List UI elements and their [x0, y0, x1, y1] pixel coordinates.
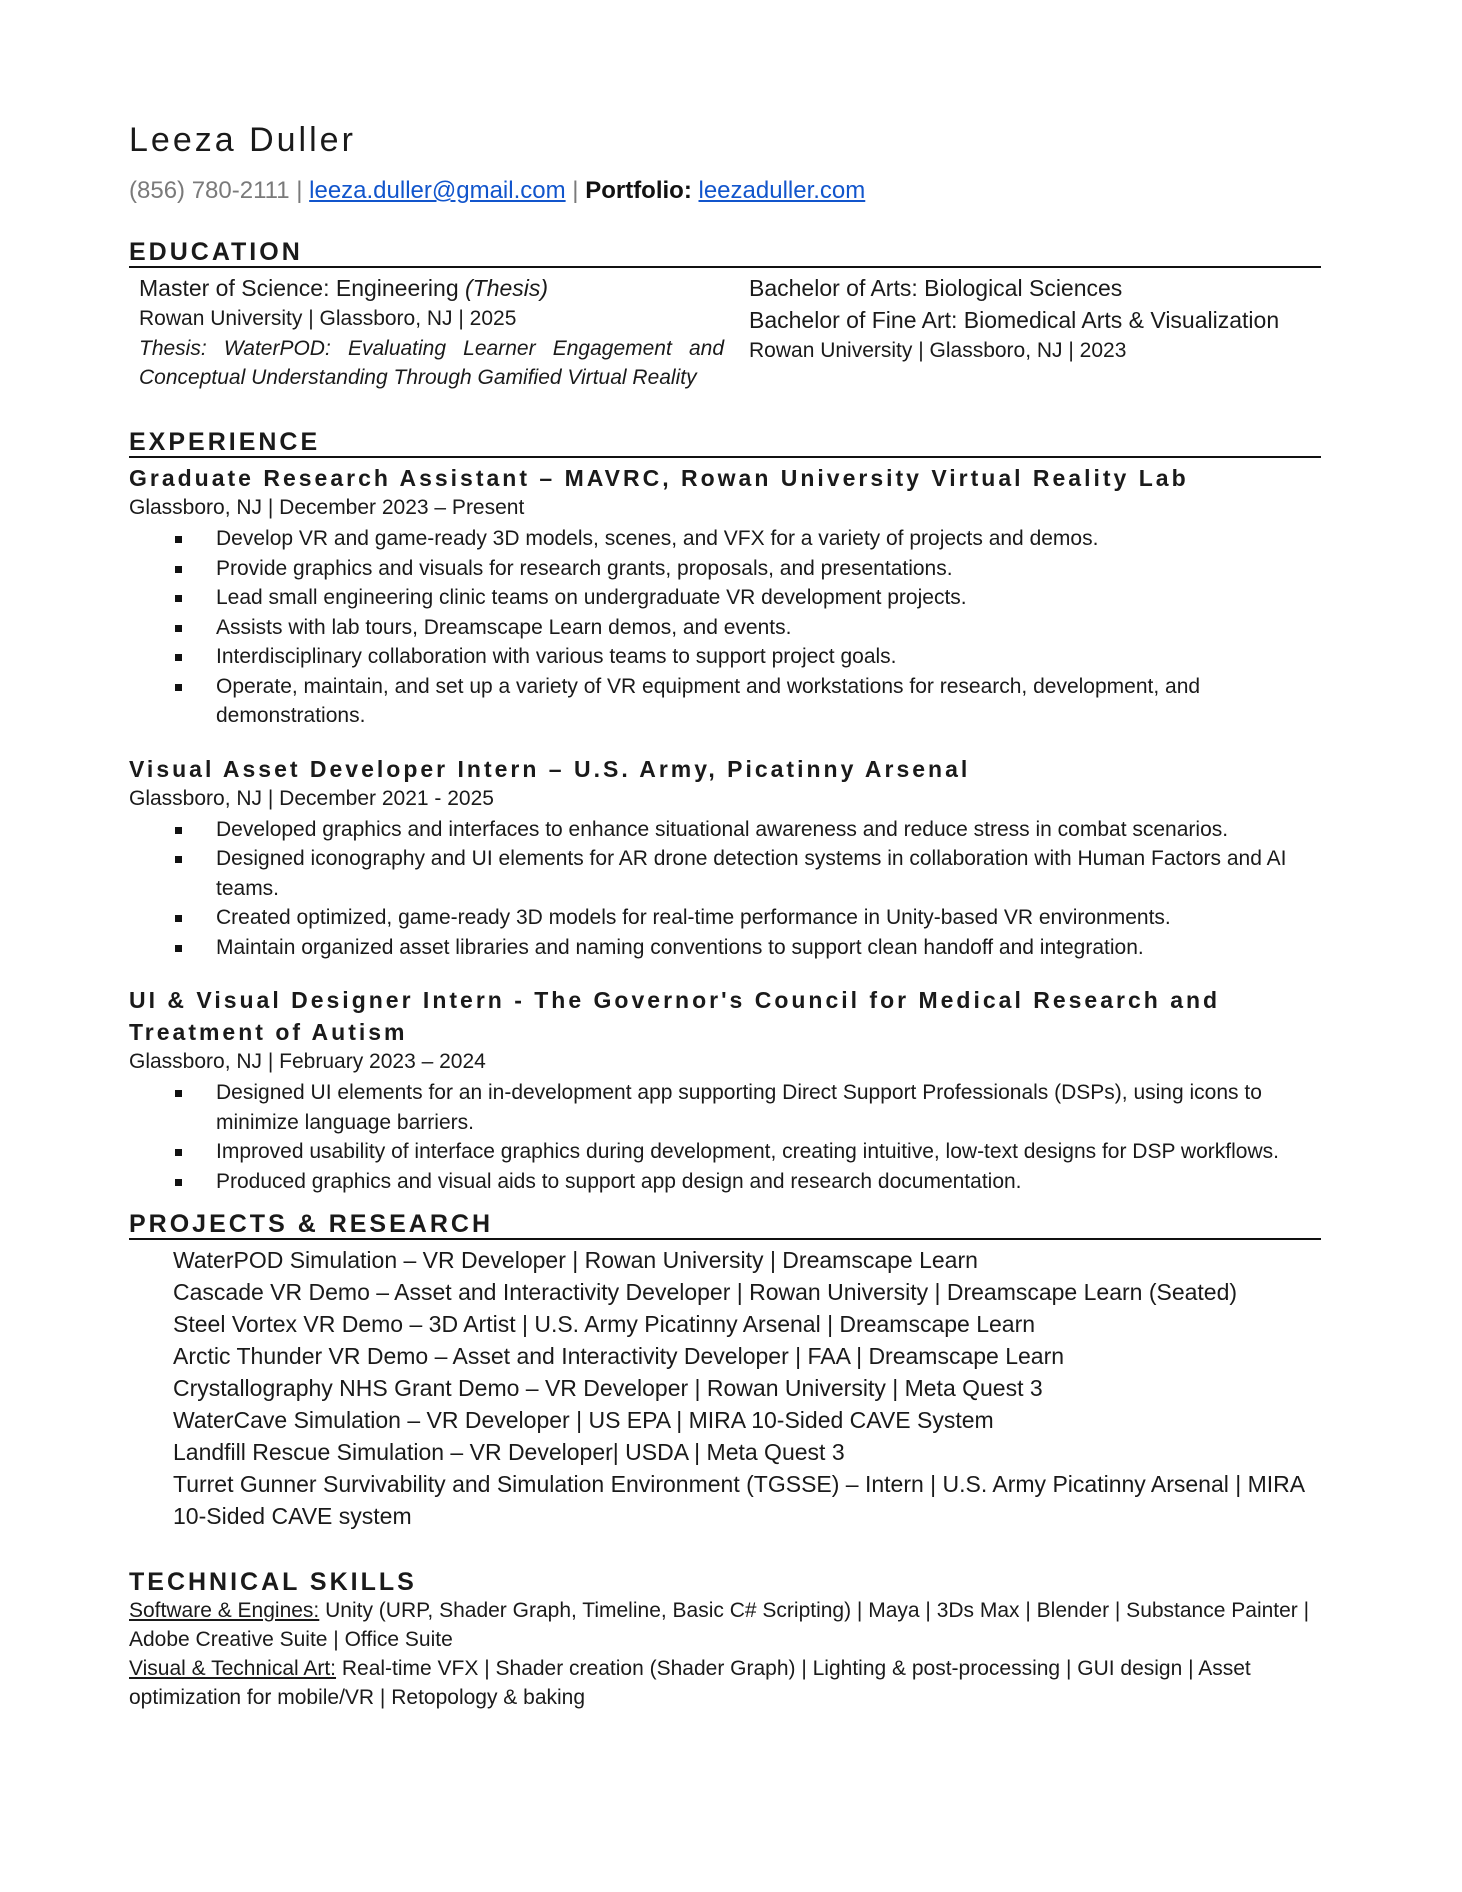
- contact-separator: |: [289, 177, 310, 204]
- degree-bfa: Bachelor of Fine Art: Biomedical Arts & Visualization: [749, 307, 1280, 333]
- project-item: Arctic Thunder VR Demo – Asset and Interactivity Developer | FAA | Dreamscape Learn: [173, 1343, 1065, 1369]
- phone-number: (856) 780-2111: [129, 177, 290, 204]
- project-item: Cascade VR Demo – Asset and Interactivity Developer | Rowan University | Dreamscape Learn (Seated): [173, 1279, 1238, 1305]
- job-title: Visual Asset Developer Intern – U.S. Army, Picatinny Arsenal: [129, 755, 971, 782]
- bullet-item: Lead small engineering clinic teams on undergraduate VR development projects.: [129, 583, 1321, 613]
- skill-category-label: Visual & Technical Art:: [129, 1657, 337, 1680]
- resume-page: [129, 118, 1321, 1712]
- contact-line: [129, 176, 1321, 206]
- skills-visual: [129, 1654, 1321, 1712]
- job-bullets: [129, 1078, 1321, 1196]
- job-bullets: [129, 815, 1321, 963]
- skills-software: [129, 1596, 1321, 1654]
- job-bullets: [129, 524, 1321, 731]
- project-item: WaterCave Simulation – VR Developer | US EPA | MIRA 10-Sided CAVE System: [173, 1407, 994, 1433]
- skills-heading: TECHNICAL SKILLS: [129, 1568, 417, 1596]
- skill-list: Unity (URP, Shader Graph, Timeline, Basic C# Scripting) | Maya | 3Ds Max | Blender | Substance Painter | Adobe Creative Suite | Office Suite: [129, 1599, 1310, 1651]
- bullet-item: Operate, maintain, and set up a variety of VR equipment and workstations for research, development, and demonstrations.: [129, 672, 1321, 731]
- thesis-title: Thesis: WaterPOD: Evaluating Learner Engagement and Conceptual Understanding Through Gamified Virtual Reality: [139, 337, 724, 389]
- job-meta: Glassboro, NJ | February 2023 – 2024: [129, 1050, 486, 1073]
- project-item: Crystallography NHS Grant Demo – VR Developer | Rowan University | Meta Quest 3: [173, 1375, 1043, 1401]
- project-item: Turret Gunner Survivability and Simulation Environment (TGSSE) – Intern | U.S. Army Picatinny Arsenal | MIRA 10-Sided CAVE system: [173, 1471, 1304, 1529]
- bullet-item: Designed iconography and UI elements for AR drone detection systems in collaboration with Human Factors and AI teams.: [129, 844, 1321, 903]
- bullet-item: Developed graphics and interfaces to enhance situational awareness and reduce stress in combat scenarios.: [129, 815, 1321, 845]
- projects-heading: PROJECTS & RESEARCH: [129, 1210, 1321, 1240]
- school-line: Rowan University | Glassboro, NJ | 2025: [139, 307, 517, 330]
- job-entry: [129, 984, 1321, 1196]
- education-section: [129, 272, 1321, 392]
- degree-masters: [139, 272, 724, 304]
- job-title: UI & Visual Designer Intern - The Governor's Council for Medical Research and Treatment of Autism: [129, 987, 1221, 1045]
- candidate-name: Leeza Duller: [129, 121, 356, 159]
- bullet-item: Interdisciplinary collaboration with various teams to support project goals.: [129, 642, 1321, 672]
- bullet-item: Develop VR and game-ready 3D models, scenes, and VFX for a variety of projects and demos.: [129, 524, 1321, 554]
- degree-note: (Thesis): [465, 275, 549, 301]
- job-title: Graduate Research Assistant – MAVRC, Rowan University Virtual Reality Lab: [129, 465, 1189, 491]
- bullet-item: Designed UI elements for an in-development app supporting Direct Support Professionals (DSPs), using icons to minimize language barriers.: [129, 1078, 1321, 1137]
- bullet-item: Assists with lab tours, Dreamscape Learn demos, and events.: [129, 613, 1321, 643]
- project-item: Landfill Rescue Simulation – VR Developer| USDA | Meta Quest 3: [173, 1439, 845, 1465]
- portfolio-label: Portfolio:: [585, 177, 692, 204]
- bullet-item: Provide graphics and visuals for research grants, proposals, and presentations.: [129, 554, 1321, 584]
- skill-category-label: Software & Engines:: [129, 1599, 320, 1622]
- bullet-item: Produced graphics and visual aids to support app design and research documentation.: [129, 1167, 1321, 1197]
- school-line: Rowan University | Glassboro, NJ | 2023: [749, 339, 1127, 362]
- education-undergraduate: [749, 272, 1309, 392]
- contact-separator: |: [565, 177, 586, 204]
- job-entry: [129, 753, 1321, 963]
- project-item: Steel Vortex VR Demo – 3D Artist | U.S. Army Picatinny Arsenal | Dreamscape Learn: [173, 1311, 1036, 1337]
- email-link[interactable]: leeza.duller@gmail.com: [309, 177, 566, 204]
- degree-name: Master of Science: Engineering: [139, 275, 459, 301]
- portfolio-link[interactable]: leezaduller.com: [698, 177, 866, 204]
- education-graduate: [129, 272, 749, 392]
- degree-ba: Bachelor of Arts: Biological Sciences: [749, 275, 1123, 301]
- job-meta: Glassboro, NJ | December 2023 – Present: [129, 496, 525, 519]
- skill-list: Real-time VFX | Shader creation (Shader Graph) | Lighting & post-processing | GUI design | Asset optimization for mobile/VR | Retopology & baking: [129, 1657, 1251, 1709]
- project-item: WaterPOD Simulation – VR Developer | Rowan University | Dreamscape Learn: [173, 1247, 978, 1273]
- projects-list: [129, 1244, 1321, 1532]
- bullet-item: Created optimized, game-ready 3D models for real-time performance in Unity-based VR environments.: [129, 903, 1321, 933]
- job-meta: Glassboro, NJ | December 2021 - 2025: [129, 786, 494, 810]
- experience-heading: EXPERIENCE: [129, 428, 1321, 458]
- bullet-item: Improved usability of interface graphics during development, creating intuitive, low-text designs for DSP workflows.: [129, 1137, 1321, 1167]
- bullet-item: Maintain organized asset libraries and naming conventions to support clean handoff and integration.: [129, 933, 1321, 963]
- job-entry: [129, 462, 1321, 731]
- education-heading: EDUCATION: [129, 238, 1321, 268]
